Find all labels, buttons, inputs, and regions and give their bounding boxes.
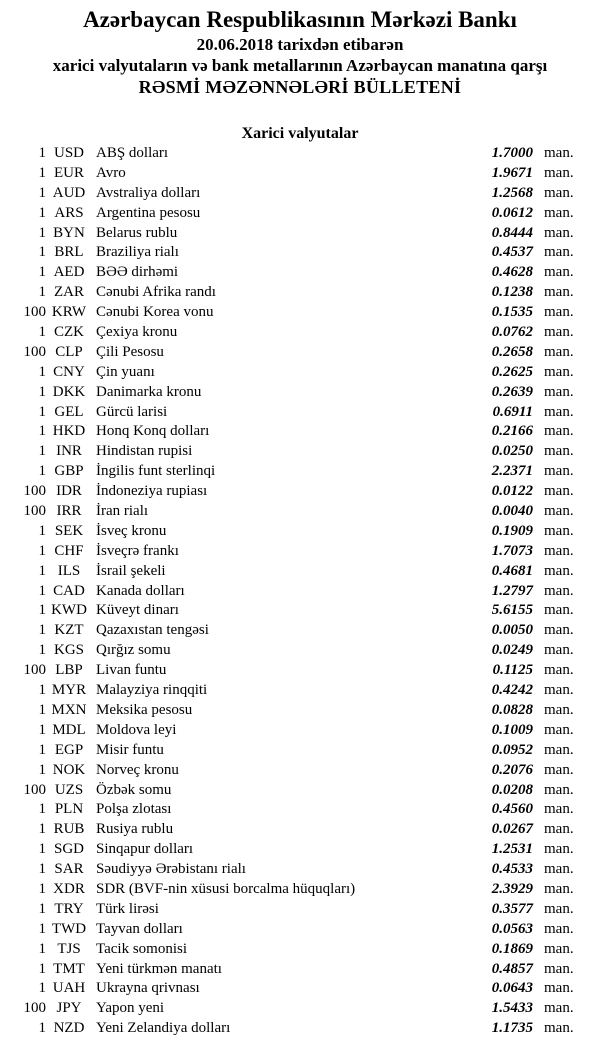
currency-quantity: 1 <box>38 861 46 878</box>
currency-code: KWD <box>51 602 87 619</box>
currency-quantity: 100 <box>23 503 46 520</box>
currency-quantity: 1 <box>38 403 46 420</box>
currency-name: Argentina pesosu <box>96 204 201 221</box>
unit-label: man. <box>544 324 574 341</box>
currency-code: TMT <box>53 960 85 977</box>
currency-quantity: 100 <box>23 1000 46 1017</box>
unit-label: man. <box>544 582 574 599</box>
currency-row <box>0 621 600 641</box>
currency-rate: 0.4537 <box>491 244 533 261</box>
currency-quantity: 1 <box>38 522 46 539</box>
currency-code: CAD <box>53 582 85 599</box>
currency-code: XDR <box>53 880 85 897</box>
currency-rate: 0.1125 <box>492 662 533 679</box>
unit-label: man. <box>544 483 574 500</box>
currency-code: BYN <box>53 224 85 241</box>
currency-row <box>0 283 600 303</box>
currency-quantity: 1 <box>38 184 46 201</box>
currency-name: Moldova leyi <box>96 721 177 738</box>
currency-name: Qırğız somu <box>96 642 171 659</box>
currency-code: MXN <box>51 701 87 718</box>
currency-name: Çili Pesosu <box>96 343 164 360</box>
unit-label: man. <box>544 980 574 997</box>
currency-code: KGS <box>53 642 84 659</box>
currency-rate: 0.1238 <box>491 284 533 301</box>
currency-quantity: 100 <box>23 483 46 500</box>
currency-row <box>0 761 600 781</box>
bulletin-title: RƏSMİ MƏZƏNNƏLƏRİ BÜLLETENİ <box>138 77 462 97</box>
currency-name: Cənubi Afrika randı <box>96 284 216 301</box>
currency-name: İran rialı <box>96 503 149 520</box>
currency-code: JPY <box>56 1000 82 1017</box>
currency-code: CLP <box>55 343 83 360</box>
currency-name: İngilis funt sterlinqi <box>96 463 216 480</box>
currency-row <box>0 442 600 462</box>
currency-name: Gürcü larisi <box>96 403 168 420</box>
bulletin-page <box>0 6 600 1044</box>
currency-row <box>0 880 600 900</box>
currency-quantity: 1 <box>38 701 46 718</box>
currency-row <box>0 383 600 403</box>
currency-name: Kanada dolları <box>96 582 185 599</box>
currency-quantity: 1 <box>38 682 46 699</box>
currency-code: DKK <box>52 383 86 400</box>
currency-row <box>0 144 600 164</box>
currency-quantity: 1 <box>38 204 46 221</box>
unit-label: man. <box>544 721 574 738</box>
currency-row <box>0 363 600 383</box>
currency-row <box>0 701 600 721</box>
currency-name: ABŞ dolları <box>96 145 169 161</box>
currency-row <box>0 601 600 621</box>
currency-name: Hindistan rupisi <box>96 443 193 460</box>
currency-row <box>0 502 600 522</box>
bank-name-title: Azərbaycan Respublikasının Mərkəzi Bankı <box>83 7 517 32</box>
currency-name: Malayziya rinqqiti <box>96 682 208 699</box>
currency-code: USD <box>53 145 84 161</box>
currency-row <box>0 343 600 363</box>
effective-date-line: 20.06.2018 tarixdən etibarən <box>196 35 404 54</box>
currency-quantity: 1 <box>38 900 46 917</box>
currency-quantity: 1 <box>38 443 46 460</box>
currency-quantity: 1 <box>38 264 46 281</box>
currency-row <box>0 323 600 343</box>
currency-row <box>0 641 600 661</box>
unit-label: man. <box>544 642 574 659</box>
currency-rate: 0.0643 <box>491 980 533 997</box>
unit-label: man. <box>544 542 574 559</box>
currency-quantity: 1 <box>38 721 46 738</box>
currency-row <box>0 800 600 820</box>
currency-code: UZS <box>54 781 84 798</box>
unit-label: man. <box>544 682 574 699</box>
currency-rate: 1.7000 <box>491 145 533 161</box>
currency-code: SGD <box>53 841 84 858</box>
currency-code: ILS <box>57 562 81 579</box>
currency-code: TRY <box>54 900 84 917</box>
currency-rate: 2.3929 <box>491 880 533 897</box>
currency-quantity: 1 <box>38 602 46 619</box>
currency-code: AUD <box>52 184 86 201</box>
currency-code: TJS <box>57 940 81 957</box>
currency-row <box>0 263 600 283</box>
currency-row <box>0 940 600 960</box>
currency-code: LBP <box>55 662 83 679</box>
currency-row <box>0 681 600 701</box>
currency-code: NZD <box>53 1020 85 1037</box>
unit-label: man. <box>544 403 574 420</box>
currency-quantity: 1 <box>38 880 46 897</box>
unit-label: man. <box>544 801 574 818</box>
unit-label: man. <box>544 164 574 181</box>
unit-label: man. <box>544 920 574 937</box>
currency-rate: 1.2531 <box>491 841 533 858</box>
currency-row <box>0 403 600 423</box>
unit-label: man. <box>544 701 574 718</box>
currency-rate: 0.4533 <box>491 861 533 878</box>
currency-rate: 0.4560 <box>491 801 533 818</box>
unit-label: man. <box>544 443 574 460</box>
unit-label: man. <box>544 761 574 778</box>
unit-label: man. <box>544 781 574 798</box>
currency-rate: 0.0612 <box>491 204 533 221</box>
currency-row <box>0 820 600 840</box>
currency-quantity: 1 <box>38 145 46 161</box>
currency-row <box>0 860 600 880</box>
unit-label: man. <box>544 145 574 161</box>
currency-rate: 0.2625 <box>491 363 533 380</box>
currency-rate: 1.9671 <box>491 164 533 181</box>
currency-code: EGP <box>54 741 84 758</box>
currency-rate: 0.4681 <box>491 562 533 579</box>
currency-rate: 0.1009 <box>491 721 533 738</box>
currency-name: Qazaxıstan tengəsi <box>96 622 209 639</box>
currency-code: AED <box>53 264 85 281</box>
unit-label: man. <box>544 363 574 380</box>
currency-row <box>0 462 600 482</box>
unit-label: man. <box>544 184 574 201</box>
currency-code: GEL <box>54 403 84 420</box>
currency-row <box>0 960 600 980</box>
currency-quantity: 1 <box>38 960 46 977</box>
currency-rate: 0.0040 <box>491 503 533 520</box>
currency-name: Sinqapur dolları <box>96 841 194 858</box>
currency-name: İsveç kronu <box>96 522 167 539</box>
unit-label: man. <box>544 244 574 261</box>
currency-row <box>0 422 600 442</box>
unit-label: man. <box>544 900 574 917</box>
currency-row <box>0 522 600 542</box>
currency-code: CHF <box>54 542 84 559</box>
currency-rate: 0.0122 <box>491 483 533 500</box>
currency-name: Yeni türkmən manatı <box>96 960 222 977</box>
currency-rate: 0.2658 <box>491 343 533 360</box>
currency-name: Küveyt dinarı <box>96 602 179 619</box>
currency-code: GBP <box>54 463 84 480</box>
currency-code: KZT <box>54 622 84 639</box>
unit-label: man. <box>544 821 574 838</box>
currency-name: Honq Konq dolları <box>96 423 210 440</box>
currency-rate: 0.2639 <box>491 383 533 400</box>
currency-code: PLN <box>54 801 84 818</box>
currency-name: Yapon yeni <box>96 1000 165 1017</box>
currency-rate: 1.2568 <box>491 184 533 201</box>
unit-label: man. <box>544 960 574 977</box>
currency-rate: 1.2797 <box>491 582 533 599</box>
currency-name: İsrail şekeli <box>96 562 166 579</box>
currency-rate: 1.5433 <box>491 1000 533 1017</box>
unit-label: man. <box>544 602 574 619</box>
currency-rate: 0.2076 <box>491 761 533 778</box>
currency-rate: 0.1535 <box>491 304 533 321</box>
currency-rate: 0.4628 <box>491 264 533 281</box>
unit-label: man. <box>544 1000 574 1017</box>
exchange-rates-table <box>0 144 600 1039</box>
currency-code: ZAR <box>54 284 84 301</box>
currency-code: HKD <box>52 423 86 440</box>
currency-quantity: 1 <box>38 980 46 997</box>
currency-rate: 0.4857 <box>491 960 533 977</box>
currency-rate: 0.0249 <box>491 642 533 659</box>
unit-label: man. <box>544 880 574 897</box>
currency-quantity: 1 <box>38 821 46 838</box>
currency-quantity: 1 <box>38 940 46 957</box>
currency-row <box>0 542 600 562</box>
currency-row <box>0 721 600 741</box>
currency-rate: 0.0563 <box>491 920 533 937</box>
currency-row <box>0 184 600 204</box>
currency-name: Danimarka kronu <box>96 383 202 400</box>
currency-rate: 0.6911 <box>492 403 533 420</box>
currency-rate: 0.8444 <box>491 224 533 241</box>
currency-code: SAR <box>54 861 84 878</box>
currency-code: RUB <box>53 821 85 838</box>
currency-name: Tayvan dolları <box>96 920 183 937</box>
currency-quantity: 1 <box>38 224 46 241</box>
unit-label: man. <box>544 284 574 301</box>
currency-quantity: 1 <box>38 741 46 758</box>
currency-code: TWD <box>51 920 87 937</box>
currency-quantity: 1 <box>38 542 46 559</box>
currency-row <box>0 164 600 184</box>
unit-label: man. <box>544 562 574 579</box>
currency-quantity: 100 <box>23 662 46 679</box>
currency-name: Tacik somonisi <box>96 940 188 957</box>
currency-row <box>0 979 600 999</box>
unit-label: man. <box>544 662 574 679</box>
currency-quantity: 1 <box>38 383 46 400</box>
currency-code: NOK <box>52 761 86 778</box>
currency-rate: 0.3577 <box>491 900 533 917</box>
section-title-foreign-currencies: Xarici valyutalar <box>241 125 359 142</box>
currency-code: CZK <box>54 324 84 341</box>
currency-name: BƏƏ dirhəmi <box>96 264 179 281</box>
currency-name: Avro <box>96 164 126 181</box>
currency-row <box>0 562 600 582</box>
currency-rate: 0.0952 <box>491 741 533 758</box>
unit-label: man. <box>544 861 574 878</box>
currency-rate: 2.2371 <box>491 463 533 480</box>
currency-row <box>0 243 600 263</box>
currency-quantity: 1 <box>38 582 46 599</box>
currency-code: MYR <box>51 682 87 699</box>
unit-label: man. <box>544 343 574 360</box>
currency-name: Türk lirəsi <box>96 900 159 917</box>
currency-rate: 0.0828 <box>491 701 533 718</box>
currency-quantity: 1 <box>38 841 46 858</box>
currency-code: INR <box>56 443 82 460</box>
currency-row <box>0 582 600 602</box>
currency-quantity: 1 <box>38 642 46 659</box>
currency-name: Çexiya kronu <box>96 324 178 341</box>
unit-label: man. <box>544 264 574 281</box>
currency-code: KRW <box>51 304 87 321</box>
currency-row <box>0 900 600 920</box>
currency-quantity: 1 <box>38 920 46 937</box>
currency-code: BRL <box>54 244 84 261</box>
currency-rate: 0.0050 <box>491 622 533 639</box>
unit-label: man. <box>544 383 574 400</box>
unit-label: man. <box>544 224 574 241</box>
currency-row <box>0 204 600 224</box>
currency-name: Norveç kronu <box>96 761 179 778</box>
unit-label: man. <box>544 622 574 639</box>
currency-row <box>0 999 600 1019</box>
currency-code: UAH <box>52 980 86 997</box>
currency-quantity: 1 <box>38 801 46 818</box>
currency-row <box>0 482 600 502</box>
currency-row <box>0 1019 600 1039</box>
currency-row <box>0 661 600 681</box>
currency-name: Rusiya rublu <box>96 821 174 838</box>
currency-name: SDR (BVF-nin xüsusi borcalma hüquqları) <box>96 880 356 897</box>
unit-label: man. <box>544 304 574 321</box>
currency-quantity: 1 <box>38 562 46 579</box>
currency-name: Avstraliya dolları <box>96 184 201 201</box>
currency-code: EUR <box>54 164 84 181</box>
currency-name: Misir funtu <box>96 741 164 758</box>
currency-name: Livan funtu <box>96 662 167 679</box>
unit-label: man. <box>544 522 574 539</box>
currency-name: Özbək somu <box>96 781 172 798</box>
currency-quantity: 1 <box>38 1020 46 1037</box>
currency-rate: 0.0762 <box>491 324 533 341</box>
currency-quantity: 1 <box>38 622 46 639</box>
currency-name: İsveçrə frankı <box>96 542 179 559</box>
currency-name: Cənubi Korea vonu <box>96 304 214 321</box>
currency-quantity: 1 <box>38 244 46 261</box>
currency-quantity: 1 <box>38 463 46 480</box>
currency-quantity: 100 <box>23 343 46 360</box>
currency-quantity: 100 <box>23 781 46 798</box>
currency-quantity: 1 <box>38 324 46 341</box>
currency-name: Meksika pesosu <box>96 701 193 718</box>
unit-label: man. <box>544 940 574 957</box>
unit-label: man. <box>544 204 574 221</box>
unit-label: man. <box>544 463 574 480</box>
currency-code: SEK <box>54 522 84 539</box>
currency-row <box>0 224 600 244</box>
unit-label: man. <box>544 423 574 440</box>
currency-rate: 1.7073 <box>491 542 533 559</box>
currency-row <box>0 840 600 860</box>
currency-code: IRR <box>56 503 82 520</box>
currency-name: Çin yuanı <box>96 363 155 380</box>
currency-row <box>0 741 600 761</box>
currency-quantity: 1 <box>38 363 46 380</box>
currency-name: Braziliya rialı <box>96 244 179 261</box>
unit-label: man. <box>544 741 574 758</box>
currency-rate: 1.1735 <box>491 1020 533 1037</box>
currency-quantity: 1 <box>38 761 46 778</box>
currency-rate: 0.1869 <box>491 940 533 957</box>
currency-quantity: 100 <box>23 304 46 321</box>
unit-label: man. <box>544 1020 574 1037</box>
currency-rate: 0.4242 <box>491 682 533 699</box>
bulletin-subtitle: xarici valyutaların və bank metallarının Azərbaycan manatına qarşı <box>52 56 548 75</box>
currency-rate: 0.2166 <box>491 423 533 440</box>
currency-name: Yeni Zelandiya dolları <box>96 1020 231 1037</box>
currency-code: IDR <box>56 483 82 500</box>
currency-row <box>0 781 600 801</box>
currency-name: Səudiyyə Ərəbistanı rialı <box>96 861 246 878</box>
currency-name: Ukrayna qrivnası <box>96 980 200 997</box>
currency-code: ARS <box>54 204 84 221</box>
unit-label: man. <box>544 503 574 520</box>
currency-code: MDL <box>52 721 86 738</box>
currency-name: Polşa zlotası <box>96 801 172 818</box>
currency-quantity: 1 <box>38 284 46 301</box>
currency-rate: 5.6155 <box>491 602 533 619</box>
currency-name: İndoneziya rupiası <box>96 483 208 500</box>
currency-row <box>0 920 600 940</box>
currency-name: Belarus rublu <box>96 224 178 241</box>
currency-rate: 0.0208 <box>491 781 533 798</box>
currency-code: CNY <box>53 363 85 380</box>
currency-quantity: 1 <box>38 423 46 440</box>
currency-rate: 0.0250 <box>491 443 533 460</box>
currency-row <box>0 303 600 323</box>
currency-rate: 0.1909 <box>491 522 533 539</box>
currency-rate: 0.0267 <box>491 821 533 838</box>
currency-quantity: 1 <box>38 164 46 181</box>
unit-label: man. <box>544 841 574 858</box>
